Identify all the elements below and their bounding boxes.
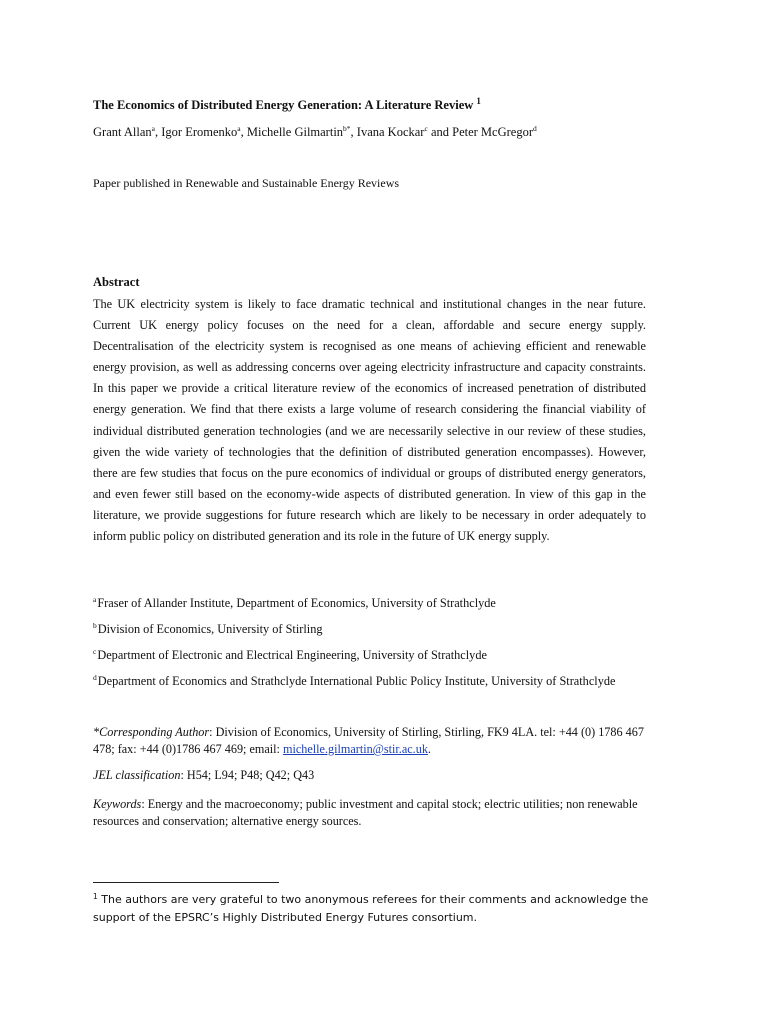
author-affil-mark: a — [237, 124, 241, 133]
author-affil-mark: b* — [343, 124, 351, 133]
affiliation-b — [93, 621, 323, 637]
title-text: The Economics of Distributed Energy Generation: A Literature Review — [93, 98, 474, 112]
author-separator: , — [350, 125, 357, 139]
author-name: Peter McGregor — [452, 125, 533, 139]
affiliation-text: Fraser of Allander Institute, Department of Economics, University of Strathclyde — [97, 596, 496, 610]
jel-codes: : H54; L94; P48; Q42; Q43 — [180, 768, 315, 782]
jel-label: JEL classification — [93, 768, 181, 782]
footnote-text: The authors are very grateful to two anonymous referees for their comments and acknowledge the support of the EPSRC’s Highly Distributed Energy Futures consortium. — [93, 893, 649, 924]
affiliation-text: Department of Economics and Strathclyde International Public Policy Institute, University of Strathclyde — [97, 674, 616, 688]
footnote — [93, 888, 683, 926]
keywords-text: : Energy and the macroeconomy; public investment and capital stock; electric utilities; non renewable resources and conservation; alternative energy sources. — [93, 797, 638, 828]
abstract-heading: Abstract — [93, 275, 140, 289]
author-list — [93, 124, 537, 140]
author-name: Grant Allan — [93, 125, 152, 139]
corresponding-end: . — [427, 742, 431, 756]
affiliation-mark: d — [93, 673, 97, 682]
affiliation-a — [93, 595, 496, 611]
author-separator: , — [240, 125, 247, 139]
affiliation-d — [93, 673, 615, 689]
affiliation-mark: c — [93, 647, 97, 656]
author-separator: and — [427, 125, 453, 139]
author-name: Michelle Gilmartin — [246, 125, 344, 139]
paper-title — [93, 96, 481, 113]
affiliation-c — [93, 647, 487, 663]
affiliation-mark: b — [93, 621, 97, 630]
corresponding-label: *Corresponding Author — [93, 725, 210, 739]
author-affil-mark: d — [533, 124, 537, 133]
keywords-label: Keywords — [93, 797, 142, 811]
author-affil-mark: a — [151, 124, 156, 133]
abstract-body: The UK electricity system is likely to face dramatic technical and institutional changes in the near future. Current UK energy policy focuses on the need for a clean, affordable and secure energy supply. Decentralisation of the electricity system is recognised as one means of achieving efficient and renewable energy provision, as well as addressing concerns over ageing electricity infrastructure and capacity constraints. In this paper we provide a critical literature review of the economics of increased penetration of distributed energy generation. We find that there exists a large volume of research considering the financial viability of individual distributed generation technologies (and we are necessarily selective in our review of these studies, given the wide variety of technologies that the definition of distributed generation encompasses). However, there are few studies that focus on the pure economics of individual or groups of distributed energy generators, and even fewer still based on the economy-wide aspects of distributed generation. In view of this gap in the literature, we provide suggestions for future research which are likely to be necessary in order adequately to inform public policy on distributed generation and its role in the future of UK energy supply. — [93, 297, 646, 544]
author-affil-mark: c — [424, 124, 428, 133]
keywords — [93, 796, 678, 830]
affiliation-text: Division of Economics, University of Stirling — [97, 622, 323, 636]
jel-classification — [93, 768, 314, 783]
corresponding-author — [93, 724, 668, 758]
author-name: Igor Eromenko — [161, 125, 238, 139]
title-footnote-ref[interactable]: 1 — [476, 96, 481, 106]
footnote-mark: 1 — [93, 892, 98, 901]
corresponding-text: : Division of Economics, University of Stirling, Stirling, FK9 4LA. tel: +44 (0) 1786 467 478; fax: +44 (0)1786 467 469; email: — [93, 725, 644, 756]
author-separator: , — [155, 125, 162, 139]
affiliation-text: Department of Electronic and Electrical Engineering, University of Strathclyde — [97, 648, 487, 662]
footnote-divider — [93, 882, 279, 883]
publication-note: Paper published in Renewable and Sustainable Energy Reviews — [93, 176, 400, 190]
email-link[interactable]: michelle.gilmartin@stir.ac.uk — [283, 742, 428, 756]
author-name: Ivana Kockar — [356, 125, 425, 139]
affiliation-mark: a — [93, 595, 97, 604]
